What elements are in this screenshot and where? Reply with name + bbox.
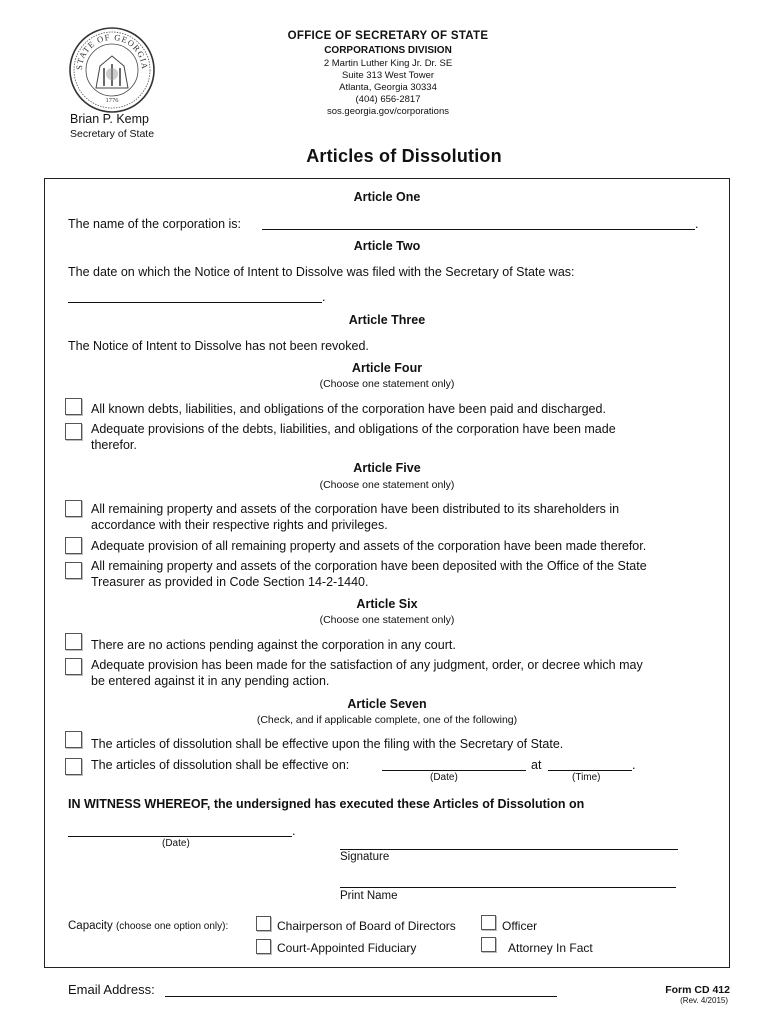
witness-statement: IN WITNESS WHEREOF, the undersigned has executed these Articles of Dissolution on (68, 797, 585, 811)
article-seven-option-2-checkbox[interactable] (65, 758, 82, 775)
effective-date-field[interactable] (382, 770, 526, 771)
article-five-option-3-checkbox[interactable] (65, 562, 82, 579)
execution-date-field[interactable] (68, 836, 292, 837)
svg-text:1776: 1776 (105, 97, 119, 104)
capacity-fiduciary-label: Court-Appointed Fiduciary (277, 941, 417, 955)
email-field[interactable] (165, 996, 557, 997)
page-title: Articles of Dissolution (306, 146, 502, 166)
article-four-option-2-label: Adequate provisions of the debts, liabilities, and obligations of the corporation have been made therefor. (91, 422, 616, 452)
article-six-note: (Choose one statement only) (319, 614, 455, 626)
signature-field[interactable] (340, 849, 678, 850)
office-address: 2 Martin Luther King Jr. Dr. SE Suite 313 West Tower Atlanta, Georgia 30334 (404) 656-2817 sos.georgia.gov/corporations (230, 58, 546, 118)
article-two-heading: Article Two (353, 239, 421, 253)
capacity-officer-checkbox[interactable] (481, 915, 496, 930)
execution-date-label: (Date) (162, 838, 190, 849)
article-six-heading: Article Six (356, 597, 418, 611)
article-six-option-1-checkbox[interactable] (65, 633, 82, 650)
article-four-option-2-checkbox[interactable] (65, 423, 82, 440)
georgia-seal-icon (68, 26, 156, 114)
article-five-option-3-label: All remaining property and assets of the corporation have been deposited with the Office of the State Treasurer as provided in Code Section 14-2-1440. (91, 559, 647, 589)
article-four-option-1-checkbox[interactable] (65, 398, 82, 415)
officer-name: Brian P. Kemp (70, 112, 149, 126)
article-three-heading: Article Three (348, 313, 426, 327)
article-five-option-1-label: All remaining property and assets of the corporation have been distributed to its shareholders in accordance with their respective rights and privileges. (91, 502, 620, 532)
capacity-officer-label: Officer (502, 919, 538, 933)
officer-title: Secretary of State (70, 128, 155, 140)
capacity-attorney-label: Attorney In Fact (508, 941, 593, 955)
capacity-fiduciary-checkbox[interactable] (256, 939, 271, 954)
article-five-heading: Article Five (353, 461, 421, 475)
corporation-name-field[interactable] (262, 229, 695, 230)
effective-date-label: (Date) (430, 772, 458, 783)
office-name: OFFICE OF SECRETARY OF STATE (287, 30, 489, 42)
capacity-chairperson-label: Chairperson of Board of Directors (277, 919, 456, 933)
article-five-note: (Choose one statement only) (319, 479, 455, 491)
article-six-option-1-label: There are no actions pending against the corporation in any court. (91, 638, 456, 652)
article-two-text: The date on which the Notice of Intent to Dissolve was filed with the Secretary of State was: (68, 265, 575, 279)
article-four-option-1-label: All known debts, liabilities, and obligations of the corporation have been paid and discharged. (91, 402, 606, 416)
svg-text:STATE OF GEORGIA: STATE OF GEORGIA (73, 31, 151, 71)
article-seven-option-1-label: The articles of dissolution shall be effective upon the filing with the Secretary of State. (91, 737, 564, 751)
article-four-note: (Choose one statement only) (319, 378, 455, 390)
signature-label: Signature (340, 851, 390, 863)
email-label: Email Address: (68, 982, 155, 997)
form-id: Form CD 412 (665, 984, 730, 996)
article-six-option-2-label: Adequate provision has been made for the satisfaction of any judgment, order, or decree which may be entered against it in any pending action. (91, 658, 643, 688)
capacity-attorney-checkbox[interactable] (481, 937, 496, 952)
form-revision: (Rev. 4/2015) (680, 996, 728, 1005)
effective-time-field[interactable] (548, 770, 632, 771)
notice-filed-date-field[interactable] (68, 302, 322, 303)
article-six-option-2-checkbox[interactable] (65, 658, 82, 675)
article-one-heading: Article One (353, 190, 421, 204)
article-seven-note: (Check, and if applicable complete, one of the following) (256, 714, 518, 726)
article-one-text: The name of the corporation is: (68, 217, 242, 231)
article-three-text: The Notice of Intent to Dissolve has not been revoked. (68, 339, 369, 353)
article-seven-option-1-checkbox[interactable] (65, 731, 82, 748)
article-five-option-2-label: Adequate provision of all remaining property and assets of the corporation have been made therefor. (91, 539, 647, 553)
capacity-label: Capacity (choose one option only): (68, 920, 229, 932)
article-five-option-1-checkbox[interactable] (65, 500, 82, 517)
capacity-chairperson-checkbox[interactable] (256, 916, 271, 931)
print-name-field[interactable] (340, 887, 676, 888)
website-link: sos.georgia.gov/corporations (327, 106, 449, 117)
article-seven-option-2-label: The articles of dissolution shall be effective on: (91, 758, 350, 772)
division-name: CORPORATIONS DIVISION (324, 45, 452, 56)
article-four-heading: Article Four (351, 361, 423, 375)
print-name-label: Print Name (340, 890, 398, 902)
article-seven-heading: Article Seven (347, 697, 427, 711)
effective-time-label: (Time) (572, 772, 601, 783)
article-five-option-2-checkbox[interactable] (65, 537, 82, 554)
